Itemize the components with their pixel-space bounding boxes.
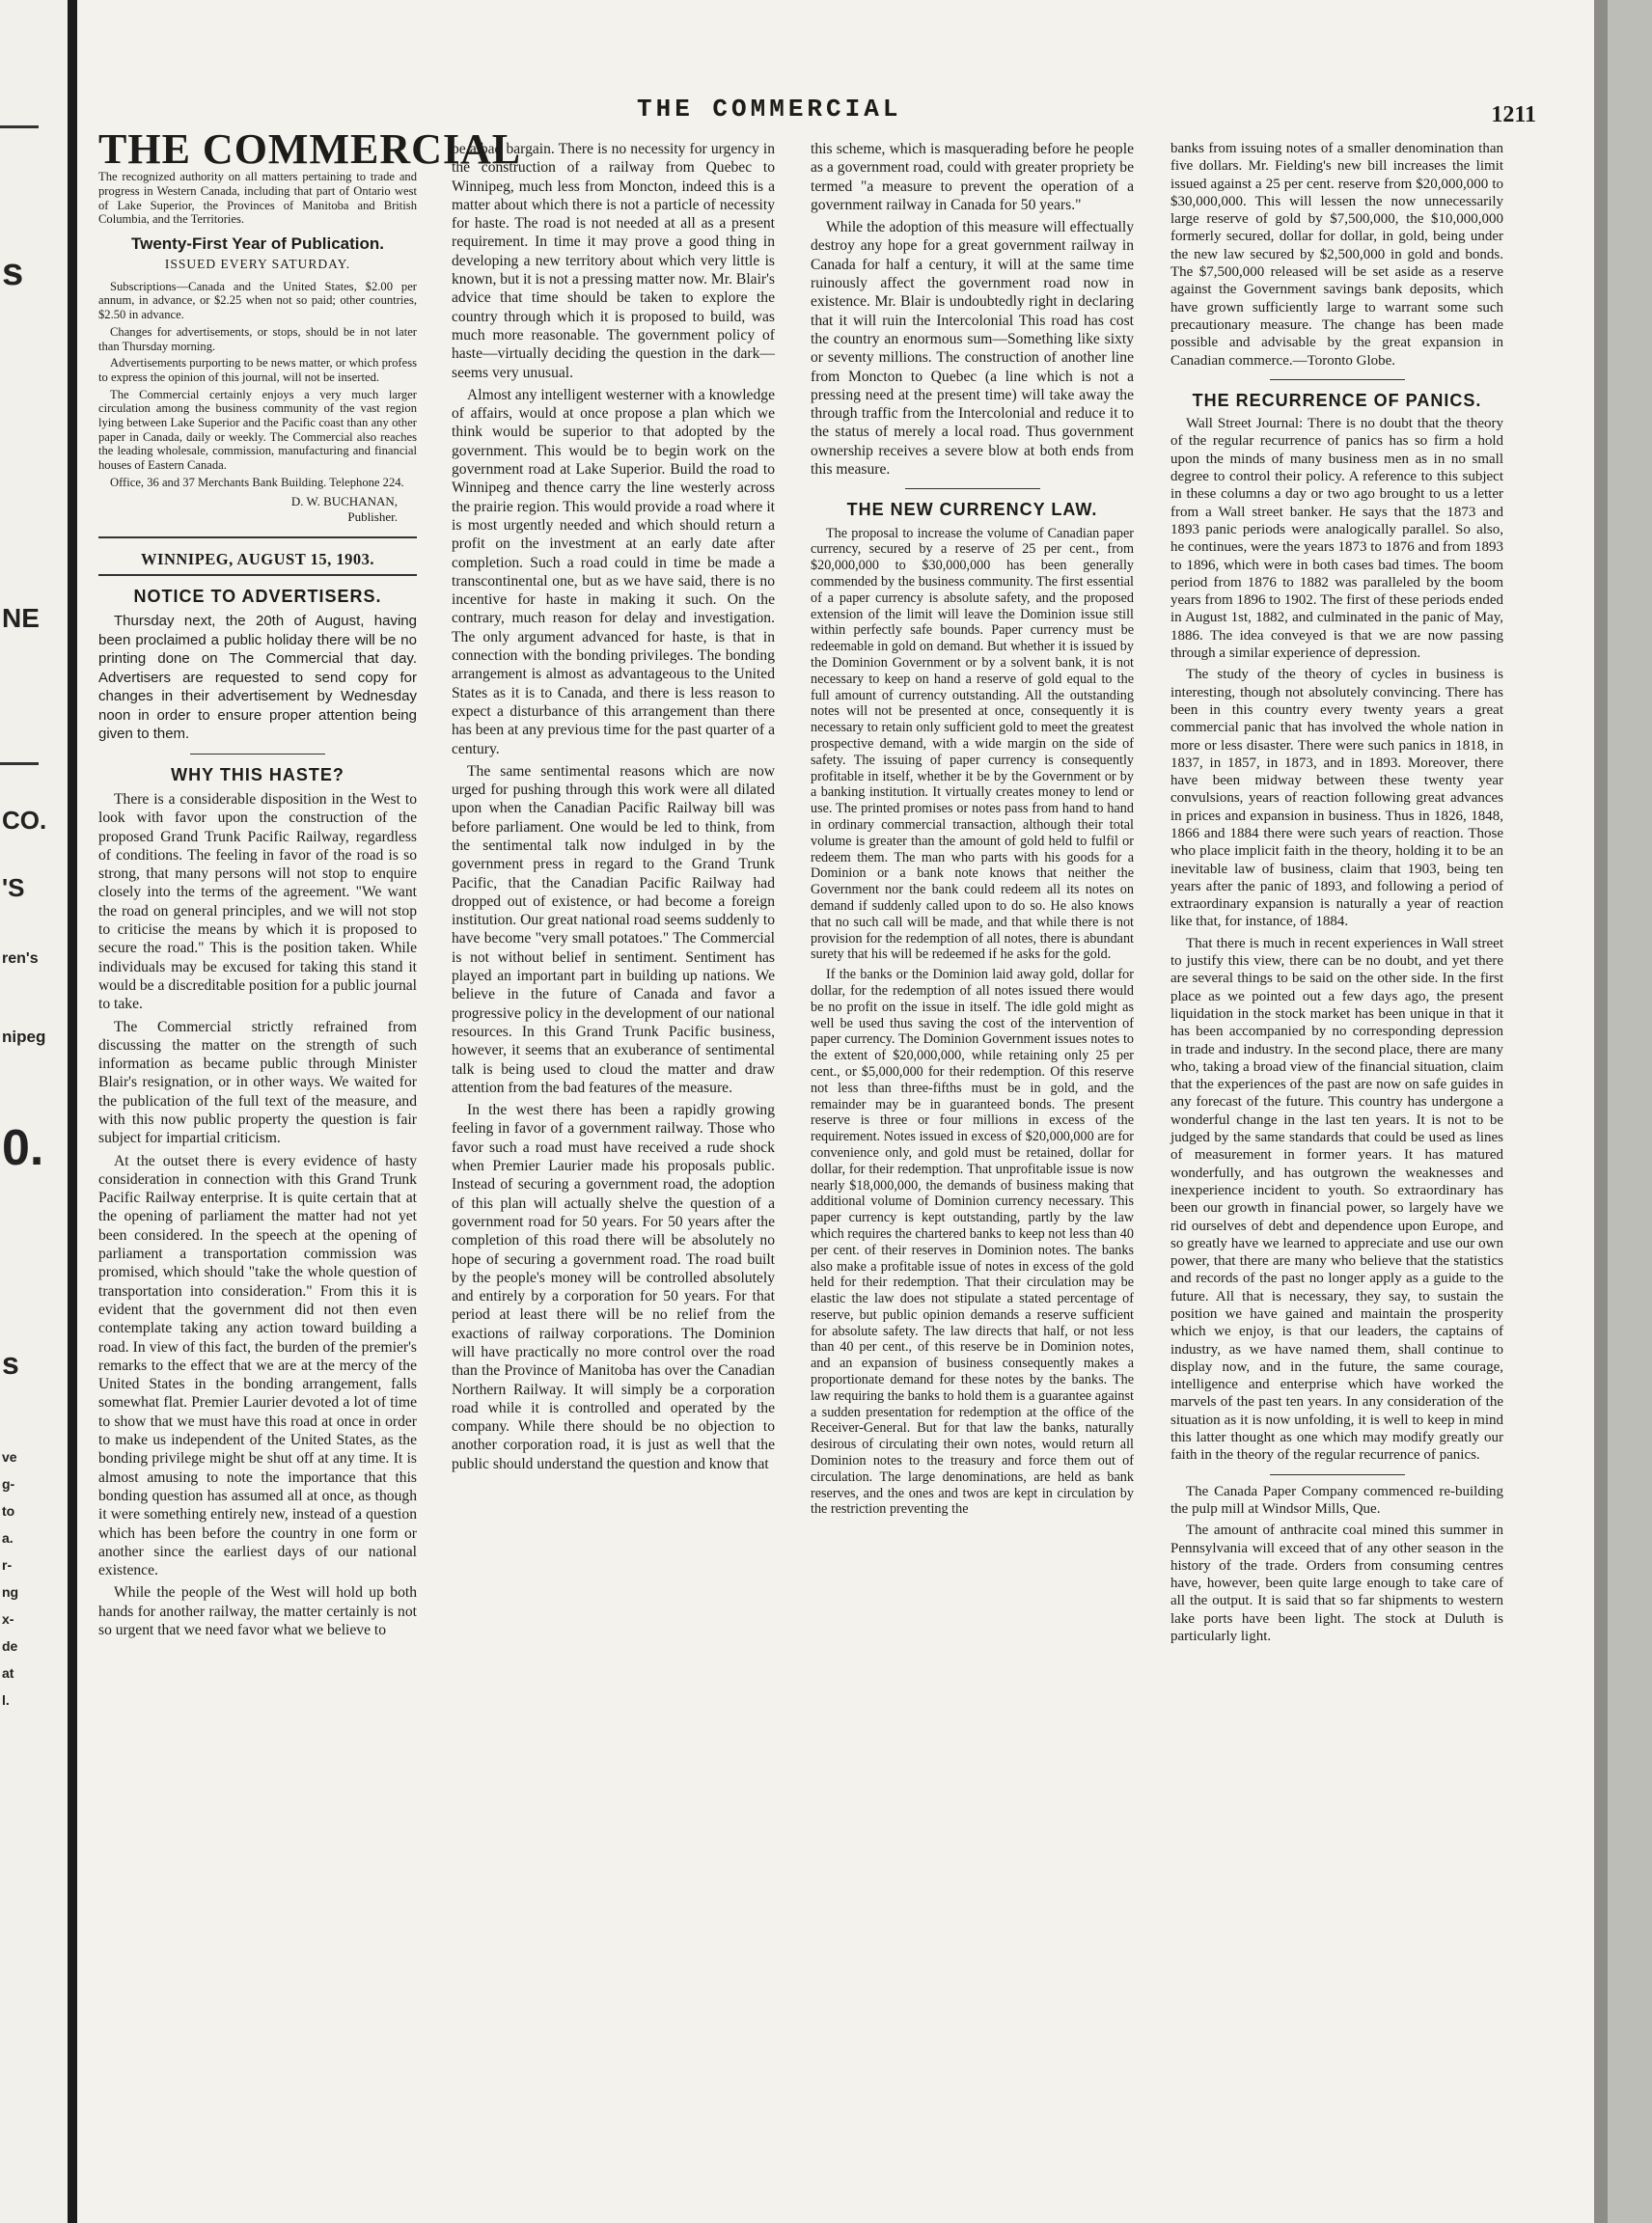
edge-fragment: de: [2, 1638, 18, 1654]
masthead-intro: The recognized authority on all matters pertaining to trade and progress in Western Canada, including that part of Ontario west of Lake Superior, the Provinces of Manitoba and British Columbia, and the Territories.: [98, 170, 417, 227]
edge-fragment: l.: [2, 1692, 10, 1708]
panics-heading: THE RECURRENCE OF PANICS.: [1192, 390, 1482, 410]
article-paragraph: The Commercial strictly refrained from discussing the matter on the strength of such information as became public through Minister Blair's resignation, or in other ways. We waited for the publication of the full text of the measure, and with this now public property the question is fair subject for impartial criticism.: [98, 1018, 417, 1147]
edge-fragment: 0.: [2, 1120, 44, 1176]
edge-fragment: to: [2, 1503, 15, 1519]
news-brief: The amount of anthracite coal mined this summer in Pennsylvania will exceed that of any other season in the history of the trade. Orders from consuming centres have, however, been quite large enough to take care of all the output. It is said that so far shipments to western lake ports have been light. The stock at Duluth is particularly light.: [1170, 1523, 1503, 1645]
scan-right-edge: [1594, 0, 1652, 2223]
column-3: [811, 140, 1134, 1522]
edge-fragment: nipeg: [2, 1028, 46, 1046]
subscription-terms: Subscriptions—Canada and the United States, $2.00 per annum, in advance, or $2.25 when not so paid; other countries, $2.50 in advance.: [98, 279, 417, 322]
edge-fragment: x-: [2, 1611, 14, 1627]
edge-fragment: g-: [2, 1476, 15, 1492]
section-divider: [1270, 1474, 1405, 1475]
article-paragraph: The study of the theory of cycles in business is interesting, though not absolutely convincing. There has been in this country every twenty years a great commercial panic that has involved the whole nation in more or less disaster. There were such panics in 1818, in 1837, in 1857, in 1873, and in 1893. Moreover, there have been midway between these twenty year convulsions, years of reaction following great advances in prices and expansion in business. Thus in 1826, 1848, 1866 and 1884 there were such years of reaction. Those who place implicit faith in the theory, holding it to be an inevitable law of business, claim that 1903, being ten years after the panic of 1893, and following a period of extraordinary expansion is naturally a year of reaction like that, for instance, of 1884.: [1170, 667, 1503, 930]
edge-fragment: at: [2, 1665, 14, 1681]
edge-fragment: s: [2, 251, 24, 293]
column-1: [98, 125, 522, 1643]
office-address: Office, 36 and 37 Merchants Bank Building. Telephone 224.: [110, 475, 404, 489]
notice-text: Thursday next, the 20th of August, having been proclaimed a public holiday there will be no printing done on The Commercial that day. Advertisers are requested to send copy for changes in their advertisement by Wednesday noon in order to ensure proper attention being given to them.: [98, 613, 417, 743]
article-paragraph: At the outset there is every evidence of hasty consideration in connection with this Grand Trunk Pacific Railway enterprise. It is quite certain that at the opening of parliament the matter had not yet been considered. In the speech at the opening of parliament a transportation commission was promised, which should "take the whole question of transportation into consideration." From this it is evident that the government did not then even contemplate taking any action toward building a road. In view of this fact, the burden of the premier's remarks to the effect that we are at the mercy of the United States in the bonding arrangement, falls somewhat flat. Premier Laurier devoted a lot of time to show that we must have this road at once in order to make us independent of the United States, as the bonding privilege might be shut off at any time. It is almost amusing to note the importance that this bonding question has assumed all at once, as though it were something entirely new, instead of a question which has been before the country in one form or another since the earliest days of our national existence.: [98, 1152, 417, 1579]
page-edge-shadow: [1594, 0, 1608, 2223]
edge-fragment: ren's: [2, 950, 39, 967]
edge-fragment: NE: [2, 603, 40, 633]
edge-fragment: 'S: [2, 873, 25, 902]
edge-fragment: ng: [2, 1584, 19, 1600]
currency-body: [811, 526, 1134, 1519]
edge-fragment: ve: [2, 1449, 17, 1465]
issue-frequency: ISSUED EVERY SATURDAY.: [164, 257, 351, 272]
article-paragraph: The proposal to increase the volume of Canadian paper currency, secured by a reserve of 25 per cent., from $20,000,000 to $30,000,000 has been generally commended by the business community. The first essential of a paper currency is absolute safety, and the proposed extension of the limit will leave the Dominion issue still within perfectly safe bounds. Paper currency must be redeemable in gold on demand. But whether it is issued by the Dominion Government or by a solvent bank, it is not necessary to keep on hand a reserve of gold equal to the full amount of currency outstanding. All the outstanding notes will not be presented at once, consequently it is necessary to retain only sufficient gold to meet the greatest prospective demand, with a wide margin on the side of safety. The issuing of paper currency is consequently profitable in itself, whether it be by the Government or by a banking institution. It virtually creates money to lend or use. The printed promises or notes pass from hand to hand in ordinary commercial transaction, although their total volume is greater than the amount of gold held to fulfil or redeem them. The man who parts with his goods for a Dominion or a bank note knows that neither the Government nor the bank could redeem all its notes on demand if suddenly called upon to do so. He also knows that no such call will be made, and that while there is not provision for the redemption of all notes, there is abundant surety that his will be redeemed if he asks for the gold.: [811, 525, 1134, 963]
article-paragraph: be a bad bargain. There is no necessity for urgency in the construction of a railway from Quebec to Winnipeg, much less from Moncton, indeed this is a matter about which there is not a particle of necessity for haste. The road is not needed at all as a present requirement. In time it may prove a good thing in developing a new territory about which very little is known, but it is not a pressing matter now. Mr. Blair's advice that time should be taken to explore the country through which it is proposed to build, was much more reasonable. The government policy of haste—virtually deciding the question in the dark—seems very unusual.: [452, 141, 775, 381]
binding-rule: [68, 0, 77, 2223]
article-paragraph: In the west there has been a rapidly growing feeling in favor of a government railway. Those who favor such a road must have received a rude shock when Premier Laurier made his proposals public. Instead of securing a government road, the adoption of this plan will actually shelve the question of a government road for 50 years. For 50 years after the completion of this road there will be absolutely no hope of securing a government road. The road built by the people's money will be controlled absolutely and entirely by a corporation for 50 years. For that period at least there will be no relief from the exactions of railway corporations. The Dominion will have practically no more control over the road than the Province of Manitoba has over the Canadian Northern Railway. It will simply be a corporation road while it is controlled and operated by the company. While there should be no objection to another corporation road, it is just as well that the public should understand the question and know that: [452, 1102, 775, 1472]
publisher-name: D. W. BUCHANAN,: [290, 493, 398, 508]
edge-fragment: a.: [2, 1530, 14, 1546]
advertisements-note: Advertisements purporting to be news matter, or which profess to express the opinion of this journal, will not be inserted.: [98, 356, 417, 384]
publication-year: Twenty-First Year of Publication.: [131, 234, 384, 254]
edge-fragment: r-: [2, 1557, 13, 1573]
publisher-title: Publisher.: [347, 508, 398, 524]
dateline: WINNIPEG, AUGUST 15, 1903.: [98, 536, 417, 576]
article-paragraph: There is a considerable disposition in the West to look with favor upon the construction of the proposed Grand Trunk Pacific Railway, regardless of conditions. The feeling in favor of the road is so strong, that many persons will not stop to enquire closely into the terms of the agreement. "We want the road on general principles, and we will not stop to criticise the means by which it is proposed to secure the road." This is the position taken. While individuals may be excused for taking this stand it would be a discreditable position for a public journal to take.: [98, 790, 417, 1013]
edge-rule: [0, 125, 39, 128]
currency-heading: THE NEW CURRENCY LAW.: [846, 500, 1098, 520]
article-paragraph: While the people of the West will hold up both hands for another railway, the matter certainly is not so urgent that we need favor what we believe to: [98, 1584, 417, 1638]
page-number: 1211: [1491, 102, 1536, 127]
column-2: [452, 140, 775, 1477]
column-4: [1170, 140, 1503, 1649]
section-divider: [1270, 379, 1405, 380]
section-divider: [190, 754, 325, 755]
notice-heading: NOTICE TO ADVERTISERS.: [133, 586, 382, 606]
article-paragraph: If the banks or the Dominion laid away gold, dollar for dollar, for the redemption of all notes issued there would be no profit on the issue in itself. The idle gold might as well be used thus saving the cost of the intervention of paper currency. The Dominion Government issues notes to the extent of $20,000,000, while retaining only 25 per cent., or $5,000,000 for their redemption. Of this reserve not less than three-fifths must be in gold, and the remainder may be in guaranteed bonds. The present reserve is three or four millions in excess of the requirement. Notes issued in excess of $20,000,000 are for convenience only, and gold must be retained, dollar for dollar, for their redemption. That unprofitable issue is now nearly $18,000,000, the demands of business making that additional volume of Dominion currency necessary. This paper currency is kept outstanding, partly by the law which requires the chartered banks to keep not less than 40 per cent. of their reserves in Dominion notes. The banks also make a profitable issue of notes in excess of the gold held for their redemption. That their circulation may be elastic the law does not stipulate a stated percentage of reserve, but public opinion demands a reserve sufficient for absolute safety. The law directs that half, or not less than 40 per cent., of this reserve be in Dominion notes, and an expansion of business consequently makes a proportionate demand for these notes by the banks. The law requiring the banks to hold them is a guarantee against a sudden presentation for redemption at the office of the Receiver-General. But for that law the banks, naturally desirous of circulating their own notes, would return all Dominion notes to the treasury and force them out of circulation. The large denominations, are held as bank reserves, and the ones and twos are kept in circulation by the restriction preventing the: [811, 967, 1134, 1518]
article-paragraph: Almost any intelligent westerner with a knowledge of affairs, would at once propose a plan which we think would be superior to that adopted by the government. This would be to begin work on the government road at Lake Superior. Build the road to Winnipeg and thence carry the line westerly across the prairie region. This would provide a road where it is most urgently needed and which should return a profit on the investment at an early date after completion. Such a road could in time be made a transcontinental one, but as we have said, there is no incentive for haste in making it such. On the contrary, much reason for delay and investigation. The only argument advanced for haste, is that in connection with the bonding privileges. The bonding arrangement is almost as advantageous to the United States as it is to Canada, and there is less reason to expect a disturbance of this arrangement than there has been at any previous time for the past quarter of a century.: [452, 386, 775, 757]
edge-rule: [0, 762, 39, 765]
circulation-note: The Commercial certainly enjoys a very much larger circulation among the business community of the vast region lying between Lake Superior and the Pacific coast than any other paper in Canada, daily or weekly. The Commercial also reaches the leading wholesale, commission, manufacturing and financial houses of Eastern Canada.: [98, 387, 417, 473]
section-divider: [905, 488, 1040, 489]
article-paragraph: The same sentimental reasons which are now urged for pushing through this work were all dilated upon when the Canadian Pacific Railway bill was before parliament. One would be led to think, from the sentimental talk now indulged in by the government press in regard to the Grand Trunk Pacific, that the Canadian Pacific Railway had dropped out of existence, or had become a foreign institution. Our great national road seems suddenly to have become "very small potatoes." The Commercial is not without belief in sentiment. Sentiment has played an important part in building up nations. We believe in the future of Canada and favor a progressive policy in the development of our national resources. In this Grand Trunk Pacific business, however, it seems that an exuberance of sentimental talk is being used to cloud the matter and draw attention from the bad features of the measure.: [452, 762, 775, 1096]
masthead-title: THE COMMERCIAL: [98, 125, 522, 173]
edge-fragment: s: [2, 1346, 19, 1381]
publisher-block: [98, 494, 398, 525]
article-paragraph: Wall Street Journal: There is no doubt that the theory of the regular recurrence of panics has so firm a hold upon the minds of many business men as in no small degree to control their policy. A reference to this subject in these columns a day or two ago brought to us a letter from a Wall street banker. He says that the 1873 and 1893 panic periods were analogically parallel. So also, he continues, were the years 1873 to 1876 and from 1893 to 1896, which were in both cases bad times. The boom period from 1876 to 1882 was paralleled by the boom years from 1896 to 1902. The first of these periods ended in August 1st, 1882, and culminated in the panic of May, 1886. The idea conveyed is that we are now passing through a similar experience of depression.: [1170, 416, 1503, 662]
article-paragraph: this scheme, which is masquerading before he people as a government road, could with greater propriety be termed "a measure to prevent the operation of a government railway in Canada for 50 years.": [811, 141, 1134, 213]
running-head: THE COMMERCIAL: [637, 95, 902, 124]
article-paragraph: While the adoption of this measure will effectually destroy any hope for a great government railway in Canada for half a century, it will at the same time ruinously affect the government road now in existence. Mr. Blair is undoubtedly right in declaring that it will ruin the Intercolonial This road has cost the country an enormous sum—Something like sixty or seventy millions. The construction of another line from Moncton to Quebec (a line which is not a pressing need at the present time) will take away the through traffic from the Intercolonial and reduce it to the status of merely a local road. Thus government ownership receives a severe blow at both ends from this measure.: [811, 219, 1134, 479]
news-brief: The Canada Paper Company commenced re-building the pulp mill at Windsor Mills, Que.: [1170, 1483, 1503, 1517]
newspaper-page: [77, 0, 1594, 2223]
changes-note: Changes for advertisements, or stops, should be in not later than Thursday morning.: [98, 324, 417, 353]
article-paragraph: banks from issuing notes of a smaller denomination than five dollars. Mr. Fielding's new bill increases the limit issued against a 25 per cent. reserve from $20,000,000 to $30,000,000. This will lessen the now unnecessarily large reserve of gold by $7,500,000, the $10,000,000 formerly secured, dollar for dollar, in gold, being under the new law secured by $2,500,000 in gold and bonds. The $7,500,000 released will be set aside as a reserve against the Government savings bank deposits, which have grown sufficiently large to warrant some such precautionary measure. The change has been made possible and advisable by the great expansion in Canadian commerce.—Toronto Globe.: [1170, 141, 1503, 369]
article-paragraph: That there is much in recent experiences in Wall street to justify this view, there can be no doubt, and yet there are several things to be said on the other side. In the first place as we pointed out a few days ago, the present liquidation in the stock market has been unique in that it has been accompanied by no corresponding depression in trade and industry. In the second place, there are many who, taking a broad view of the financial situation, claim that the experiences of the past are now on safe guides in any forecast of the future. This country has undergone a wonderful change in the last ten years. It is not to be judged by the same standards that could be used as lines of measurement in former years. It has matured wonderfully, and has outgrown the weaknesses and inexperience incident to youth. So extraordinary has been our growth in financial power, so largely have we rid ourselves of debt and dependence upon Europe, and so greatly have we learned to appreciate and use our own power, that there are many who believe that the statistics and records of the past no longer apply as a guide to the future. All that is necessary, they say, to sustain the position we have gained and maintain the prosperity which we enjoy, is that our leaders, the captains of industry, as we have named them, shall continue to display now, and in the future, the same courage, intelligence and enterprise which have worked the marvels of the past ten years. In any consideration of the situation as it is now unfolding, it is well to keep in mind this latter thought as one which may modify greatly our faith in the theory of the regular recurrence of panics.: [1170, 935, 1503, 1464]
edge-fragment: CO.: [2, 806, 47, 835]
adjacent-page-edge: [0, 0, 77, 2223]
haste-heading: WHY THIS HASTE?: [171, 764, 344, 784]
